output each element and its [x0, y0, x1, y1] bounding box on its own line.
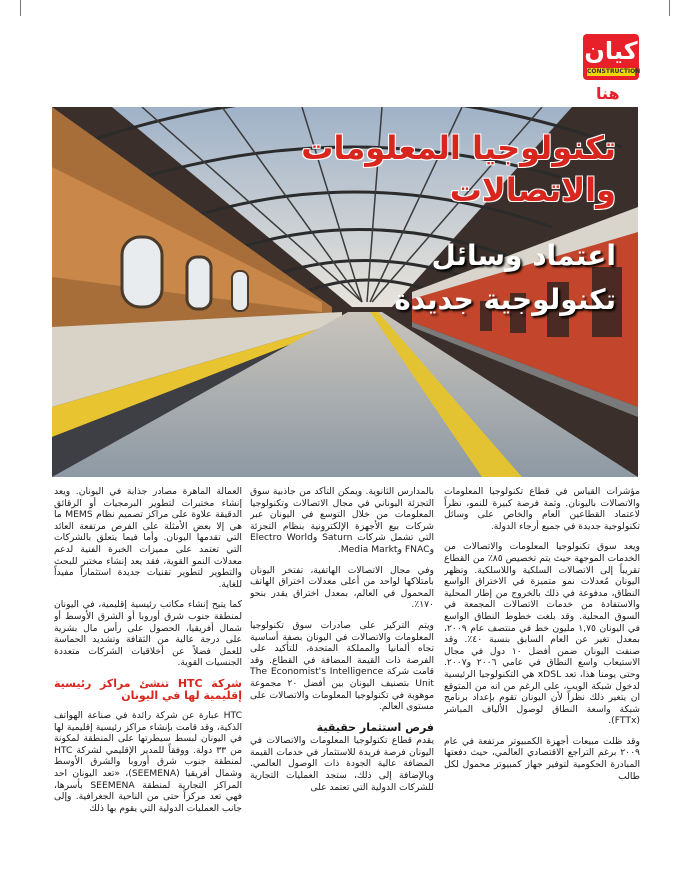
paragraph: يقدم قطاع تكنولوجيا المعلومات والاتصالات في اليونان فرصة فريدة للاستثمار في خدمات القيمة المضافة عالية الجودة ذات الوصول العالمي. وبالإضافة إلى ذلك، ستجد العمليات التجارية للشركات الدولية التي تعتمد على [250, 735, 434, 793]
paragraph: بالمدارس الثانوية. ويمكن التأكد من جاذبية سوق التجزئة اليوناني في مجال الاتصالات وتكنولوجيا المعلومات من خلال التوسع في اليونان عبر شركات بيع الأجهزة الإلكترونية بنظام التجزئة التي تشمل شركات Saturn وElectro World وFNAC وMedia Markt. [250, 486, 434, 555]
paragraph: العمالة الماهرة مصادر جذابة في اليونان. ويعد إنشاء مختبرات لتطوير البرمجيات أو الرقائق الدقيقة علاوة على مراكز تصميم نظام MEMS ما هي إلا بعض الأمثلة على الفرص مرتفعة العائد التي تقدمها اليونان. وأما فيما يتعلق بالشركات التي تعتمد على مميزات الخبرة الفنية لدعم معدلات النمو القوية، فقد يعد إنشاء مختبر للبحث والتطوير لتطوير تقنيات جديدة استثماراً مفيداً للغاية. [54, 486, 242, 590]
subheading: شركة HTC تنشئ مراكز رئيسية إقليمية لها في اليونان [54, 676, 242, 702]
hero-subtitle-line2: تكنولوجية جديدة [394, 283, 616, 316]
paragraph: مؤشرات القياس في قطاع تكنولوجيا المعلومات والاتصالات باليونان. وثمة فرصة كبيرة للنمو، نظراً لاعتماد القطاعين العام والخاص على وسائل تكنولوجية جديدة في جميع أرجاء الدولة. [444, 486, 640, 532]
paragraph: وفي مجال الاتصالات الهاتفية، تفتخر اليونان بامتلاكها لواحد من أعلى معدلات اختراق الهاتف المحمول في العالم، بمعدل اختراق يقدر بنحو ١٧٠٪. [250, 564, 434, 611]
paragraph: وقد ظلت مبيعات أجهزة الكمبيوتر مرتفعة في عام ٢٠٠٩ برغم التراجع الاقتصادي العالمي، حيث دفعتها المبادرة الحكومية لتوفير جهاز كمبيوتر محمول لكل طالب [444, 735, 640, 782]
section-heading: فرص استثمار حقيقية [316, 720, 434, 734]
article-body [50, 486, 642, 866]
crop-mark-right [669, 0, 690, 16]
logo-subtext: CONSTRUCTION [587, 68, 641, 75]
hero-title-line2: والاتصالات [449, 171, 616, 209]
paragraph: HTC عبارة عن شركة رائدة في صناعة الهواتف الذكية، وقد قامت بإنشاء مراكز رئيسية إقليمية لها في اليونان لبسط سيطرتها على المنطقة لمكونة من ٣٣ دولة. ووفقاً للمدير الإقليمي لشركة HTC لمنطقة جنوب شرق أوروبا والشرق الأوسط وشمال أفريقيا (SEEMENA)، «تعد اليونان احد المراكز التجارية لمنطقة SEEMENA بأسرها، فهي تعد مركزاً حتى من الناحية الجغرافية. وإلى جانب العمليات الدولية التي يقوم بها ذلك [54, 710, 242, 814]
paragraph: ويتم التركيز على صادرات سوق تكنولوجيا المعلومات والاتصالات في اليونان بصفة أساسية تجاه ألمانيا والمملكة المتحدة، للتأكيد على الفرصة ذات القيمة المضافة في القطاع. وقد قامت شركة The Economist's Intelligence Unit بتصنيف اليونان بين أفضل ٢٠ مجموعة موهوبة في تكنولوجيا المعلومات والاتصالات على مستوى العالم. [250, 619, 434, 713]
article-column-middle [250, 486, 434, 866]
paragraph: ويعد سوق تكنولوجيا المعلومات والاتصالات من الخدمات الموجهة حيث يتم تخصيص ٨٥٪ من القطاع تقريباً إلى الاتصالات السلكية واللاسلكية. وتظهر اليونان مُعدلات نمو متميزة في الاختراق الواسع النطاق، مدفوعة في ذلك بالخروج من إطار المحلية والاستفادة من خدمات الاتصالات المجمعة في السوق المحلية. وقد بلغت خطوط النطاق الواسع في اليونان ١,٧٥ مليون خط في منتصف عام ٢٠٠٩، بمعدل تغير عن العام السابق بنسبة ٤٠٪. وقد صنفت اليونان ضمن أفضل ١٠ دول في مجال الاستيعاب واسع النطاق في عامي ٢٠٠٦ و٢٠٠٧. وحتى يومنا هذا، تعد xDSL هي التكنولوجيا الرئيسية لدخول شبكة الويب، على الرغم من انه من المتوقع ان يتغير ذلك نظراً لأن اليونان تقوم بإعداد برنامج شبكة واسعة النطاق لوصول الألياف المباشر (FTTx). [444, 541, 640, 727]
hero-image [52, 107, 638, 477]
magazine-logo [583, 34, 639, 80]
section-label: هنا [596, 84, 620, 103]
hero-subtitle-line1: اعتماد وسائل [431, 239, 616, 272]
logo-text: كيان [584, 37, 638, 65]
crop-mark-left [0, 0, 21, 16]
article-column-right [444, 486, 640, 866]
article-column-left [54, 486, 242, 866]
hero-title-line1: تكنولوجيا المعلومات [301, 129, 616, 167]
paragraph: كما يتيح إنشاء مكاتب رئيسية إقليمية، في اليونان لمنطقة جنوب شرق أوروبا أو الشرق الأوسط أو شمال أفريقيا، الحصول على رأس مال بشرية على درجة عالية من الثقافة وتشديد الحماسة للعمل فضلاً عن أخلاقيات الشركات متعددة الجنسيات القوية. [54, 599, 242, 669]
